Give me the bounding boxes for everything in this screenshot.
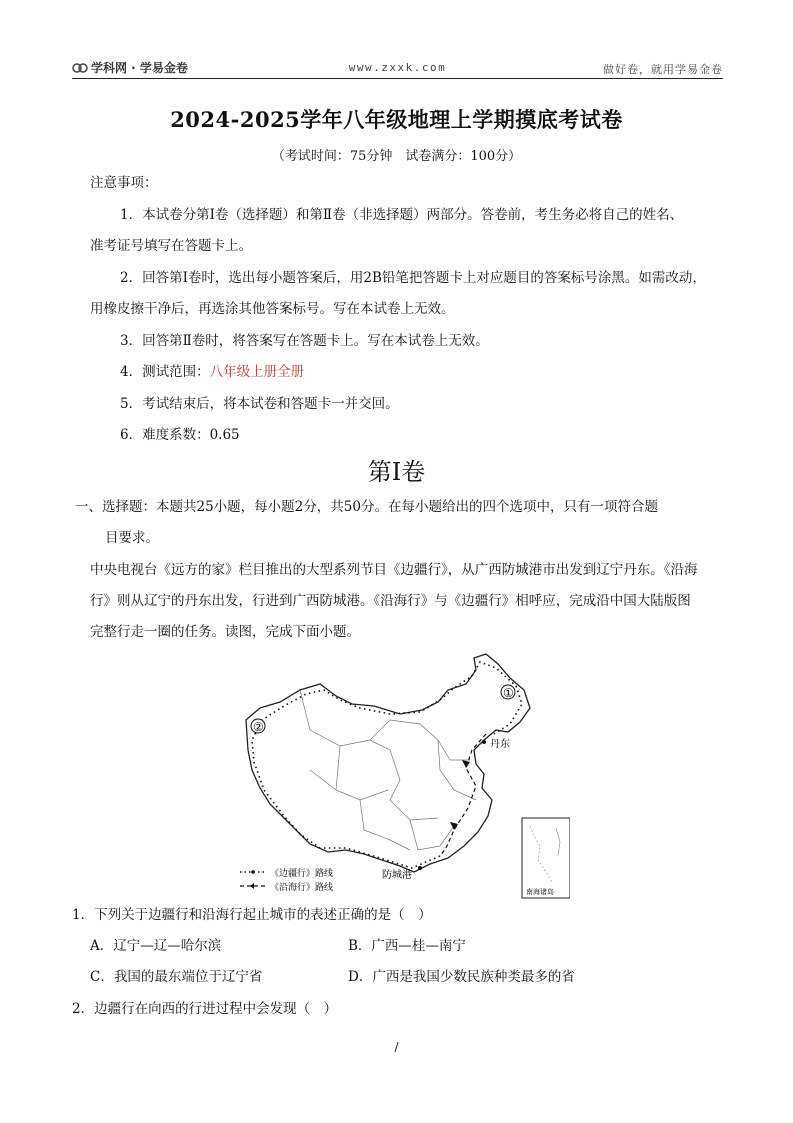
- south-china-sea-inset: [522, 818, 570, 898]
- q1-option-c: C．我国的最东端位于辽宁省: [90, 969, 263, 985]
- notice-heading: 注意事项：: [90, 175, 158, 191]
- marker-2: ②: [253, 720, 264, 734]
- map-legend: [240, 867, 333, 893]
- dandong-dot: [482, 740, 486, 744]
- notice-item-6: 6．难度系数：0.65: [120, 427, 240, 443]
- notice-item-5: 5．考试结束后，将本试卷和答题卡一并交回。: [120, 396, 399, 412]
- notice-item-2a: 2．回答第Ⅰ卷时，选出每小题答案后，用2B铅笔把答题卡上对应题目的答案标号涂黑。如需改动，: [120, 270, 706, 286]
- page-title: 2024-2025学年八年级地理上学期摸底考试卷: [170, 107, 623, 132]
- legend-coast-route: 《沿海行》路线: [270, 883, 334, 893]
- notice-item-1b: 准考证号填写在答题卡上。: [90, 238, 252, 254]
- legend-border-route: 《边疆行》路线: [270, 869, 334, 879]
- part1-heading-b: 目要求。: [105, 530, 159, 546]
- notice-item-4: [120, 362, 304, 382]
- part1-heading-a: 一、选择题：本题共25小题，每小题2分，共50分。在每小题给出的四个选项中，只有一项符合题: [75, 499, 658, 515]
- inset-label: 南海诸岛: [526, 888, 554, 896]
- question-2-stem: 2．边疆行在向西的行进过程中会发现（ ）: [72, 1001, 338, 1017]
- test-scope: 八年级上册全册: [209, 364, 305, 380]
- notice-item-1a: 1．本试卷分第Ⅰ卷（选择题）和第Ⅱ卷（非选择题）两部分。答卷前，考生务必将自己的姓名、: [120, 207, 684, 223]
- marker-1: ①: [503, 686, 514, 700]
- q1-option-b: B．广西—桂—南宁: [348, 938, 466, 954]
- page-footer: /: [394, 1040, 399, 1054]
- notice-item-2b: 用橡皮擦干净后，再选涂其他答案标号。写在本试卷上无效。: [90, 301, 455, 317]
- site-url: www.zxxk.com: [348, 61, 447, 74]
- exam-info: （考试时间：75分钟 试卷满分：100分）: [271, 149, 522, 164]
- label-fangchenggang: 防城港: [382, 870, 412, 881]
- notice-item-4-prefix: 4．测试范围：: [120, 364, 210, 380]
- passage-line-3: 完整行走一圈的任务。读图，完成下面小题。: [90, 624, 360, 640]
- fangchenggang-dot: [418, 866, 422, 870]
- label-dandong: 丹东: [490, 739, 510, 750]
- q1-option-a: A．辽宁—辽—哈尔滨: [90, 938, 222, 954]
- page-header: [72, 58, 723, 80]
- q1-option-d: D．广西是我国少数民族种类最多的省: [348, 969, 575, 985]
- question-1-stem: 1．下列关于边疆行和沿海行起止城市的表述正确的是（ ）: [72, 907, 432, 923]
- section-title: 第Ⅰ卷: [367, 458, 426, 486]
- slogan: 做好卷，就用学易金卷: [603, 63, 723, 76]
- logo-text: 学科网 · 学易金卷: [91, 61, 188, 75]
- china-route-map: [240, 650, 570, 900]
- notice-item-3: 3．回答第Ⅱ卷时，将答案写在答题卡上。写在本试卷上无效。: [120, 333, 489, 349]
- passage-line-2: 行》则从辽宁的丹东出发，行进到广西防城港。《沿海行》与《边疆行》相呼应，完成沿中国大陆版图: [90, 593, 691, 609]
- passage-line-1: 中央电视台《远方的家》栏目推出的大型系列节目《边疆行》，从广西防城港市出发到辽宁丹东。《沿海: [90, 562, 698, 578]
- header-divider: [72, 78, 723, 79]
